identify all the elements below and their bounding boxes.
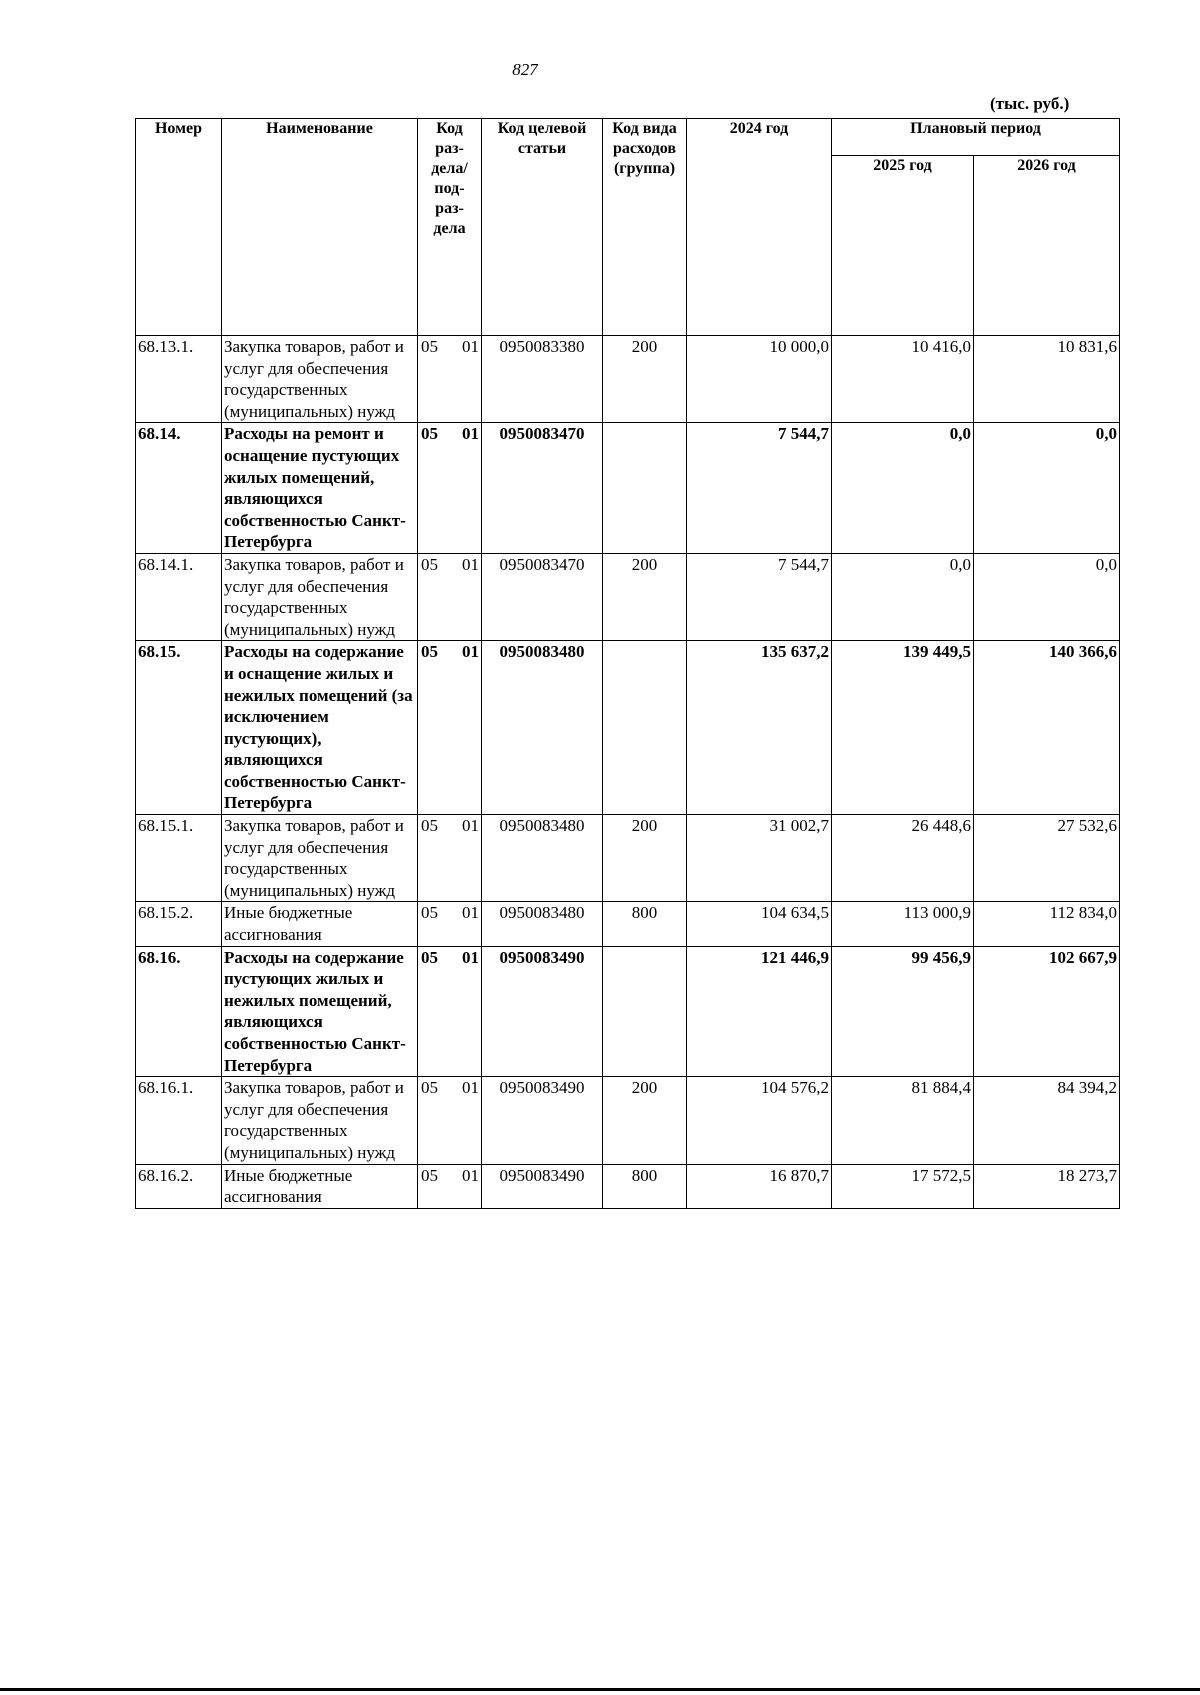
section-code: 05	[421, 337, 438, 356]
cell-section-code	[418, 336, 482, 423]
cell-expense-type: 200	[603, 1077, 687, 1164]
cell-number: 68.16.1.	[136, 1077, 222, 1164]
cell-expense-type	[603, 641, 687, 815]
section-code-pair	[420, 1077, 479, 1099]
table-row	[136, 336, 1120, 423]
cell-2026: 18 273,7	[974, 1164, 1120, 1208]
cell-target-code: 0950083480	[482, 641, 603, 815]
cell-name: Закупка товаров, работ и услуг для обеспечения государственных (муниципальных) нужд	[222, 553, 418, 640]
cell-number: 68.15.	[136, 641, 222, 815]
cell-expense-type: 200	[603, 553, 687, 640]
cell-2024: 104 576,2	[687, 1077, 832, 1164]
cell-2025: 139 449,5	[832, 641, 974, 815]
cell-2026: 0,0	[974, 423, 1120, 554]
header-year-2024: 2024 год	[687, 119, 832, 336]
cell-2025: 10 416,0	[832, 336, 974, 423]
cell-2026: 27 532,6	[974, 815, 1120, 902]
cell-number: 68.16.2.	[136, 1164, 222, 1208]
cell-2024: 31 002,7	[687, 815, 832, 902]
header-number: Номер	[136, 119, 222, 336]
table-row	[136, 423, 1120, 554]
table-header	[136, 119, 1120, 336]
header-plan-period: Плановый период	[832, 119, 1120, 156]
cell-expense-type: 200	[603, 336, 687, 423]
cell-2026: 10 831,6	[974, 336, 1120, 423]
cell-2026: 102 667,9	[974, 946, 1120, 1077]
table-row	[136, 641, 1120, 815]
section-code-pair	[420, 641, 479, 663]
cell-2025: 99 456,9	[832, 946, 974, 1077]
table-row	[136, 1164, 1120, 1208]
cell-section-code	[418, 946, 482, 1077]
cell-2025: 26 448,6	[832, 815, 974, 902]
subsection-code: 01	[462, 642, 479, 662]
units-label: (тыс. руб.)	[990, 94, 1070, 113]
table-row	[136, 902, 1120, 946]
cell-2025: 17 572,5	[832, 1164, 974, 1208]
cell-target-code: 0950083480	[482, 815, 603, 902]
cell-2024: 10 000,0	[687, 336, 832, 423]
cell-number: 68.14.	[136, 423, 222, 554]
section-code: 05	[421, 424, 438, 444]
cell-expense-type	[603, 423, 687, 554]
cell-2024: 135 637,2	[687, 641, 832, 815]
section-code: 05	[421, 816, 438, 836]
cell-section-code	[418, 553, 482, 640]
section-code-pair	[420, 815, 479, 837]
header-target-code: Код целевой статьи	[482, 119, 603, 336]
subsection-code: 01	[462, 947, 479, 967]
section-code-pair	[420, 336, 479, 358]
cell-expense-type: 800	[603, 902, 687, 946]
cell-section-code	[418, 423, 482, 554]
cell-2026: 0,0	[974, 553, 1120, 640]
cell-name: Расходы на содержание пустующих жилых и нежилых помещений, являющихся собственностью Санкт-Петербурга	[222, 946, 418, 1077]
subsection-code: 01	[462, 816, 479, 836]
subsection-code: 01	[462, 1165, 479, 1185]
subsection-code: 01	[462, 554, 479, 574]
cell-target-code: 0950083480	[482, 902, 603, 946]
section-code: 05	[421, 642, 438, 662]
cell-section-code	[418, 902, 482, 946]
cell-number: 68.15.2.	[136, 902, 222, 946]
cell-2025: 81 884,4	[832, 1077, 974, 1164]
cell-target-code: 0950083380	[482, 336, 603, 423]
table-row	[136, 946, 1120, 1077]
cell-2024: 7 544,7	[687, 423, 832, 554]
cell-name: Закупка товаров, работ и услуг для обеспечения государственных (муниципальных) нужд	[222, 1077, 418, 1164]
cell-2025: 113 000,9	[832, 902, 974, 946]
subsection-code: 01	[462, 1078, 479, 1098]
section-code: 05	[421, 903, 438, 923]
table-body	[136, 336, 1120, 1209]
cell-2026: 84 394,2	[974, 1077, 1120, 1164]
header-section-code: Код раз- дела/ под- раз- дела	[418, 119, 482, 336]
subsection-code: 01	[462, 424, 479, 444]
cell-name: Расходы на содержание и оснащение жилых и нежилых помещений (за исключением пустующих), являющихся собственностью Санкт-Петербурга	[222, 641, 418, 815]
cell-expense-type	[603, 946, 687, 1077]
section-code-pair	[420, 902, 479, 924]
cell-2026: 140 366,6	[974, 641, 1120, 815]
cell-target-code: 0950083490	[482, 1164, 603, 1208]
subsection-code: 01	[462, 337, 479, 356]
header-expense-type: Код вида расходов (группа)	[603, 119, 687, 336]
section-code-pair	[420, 554, 479, 576]
cell-expense-type: 200	[603, 815, 687, 902]
cell-section-code	[418, 815, 482, 902]
cell-name: Иные бюджетные ассигнования	[222, 1164, 418, 1208]
page-number: 827	[512, 60, 538, 79]
cell-name: Закупка товаров, работ и услуг для обеспечения государственных (муниципальных) нужд	[222, 815, 418, 902]
section-code: 05	[421, 1165, 438, 1185]
section-code: 05	[421, 1078, 438, 1098]
table-row	[136, 815, 1120, 902]
cell-2024: 104 634,5	[687, 902, 832, 946]
cell-expense-type: 800	[603, 1164, 687, 1208]
cell-section-code	[418, 1077, 482, 1164]
cell-2024: 121 446,9	[687, 946, 832, 1077]
header-year-2025: 2025 год	[832, 156, 974, 336]
table-row	[136, 553, 1120, 640]
budget-table	[135, 118, 1120, 1209]
cell-section-code	[418, 641, 482, 815]
header-name: Наименование	[222, 119, 418, 336]
cell-number: 68.14.1.	[136, 553, 222, 640]
section-code: 05	[421, 947, 438, 967]
cell-target-code: 0950083470	[482, 423, 603, 554]
cell-section-code	[418, 1164, 482, 1208]
cell-target-code: 0950083490	[482, 946, 603, 1077]
cell-2024: 7 544,7	[687, 553, 832, 640]
table-row	[136, 1077, 1120, 1164]
cell-2024: 16 870,7	[687, 1164, 832, 1208]
section-code-pair	[420, 1165, 479, 1187]
subsection-code: 01	[462, 903, 479, 923]
cell-2026: 112 834,0	[974, 902, 1120, 946]
section-code: 05	[421, 554, 438, 574]
section-code-pair	[420, 423, 479, 445]
page-bottom-border	[0, 1688, 1200, 1691]
cell-name: Закупка товаров, работ и услуг для обеспечения государственных (муниципальных) нужд	[222, 336, 418, 423]
cell-target-code: 0950083470	[482, 553, 603, 640]
cell-number: 68.16.	[136, 946, 222, 1077]
cell-target-code: 0950083490	[482, 1077, 603, 1164]
header-year-2026: 2026 год	[974, 156, 1120, 336]
cell-number: 68.15.1.	[136, 815, 222, 902]
cell-2025: 0,0	[832, 553, 974, 640]
cell-2025: 0,0	[832, 423, 974, 554]
section-code-pair	[420, 947, 479, 969]
cell-name: Расходы на ремонт и оснащение пустующих жилых помещений, являющихся собственностью Санкт-Петербурга	[222, 423, 418, 554]
cell-name: Иные бюджетные ассигнования	[222, 902, 418, 946]
cell-number: 68.13.1.	[136, 336, 222, 423]
